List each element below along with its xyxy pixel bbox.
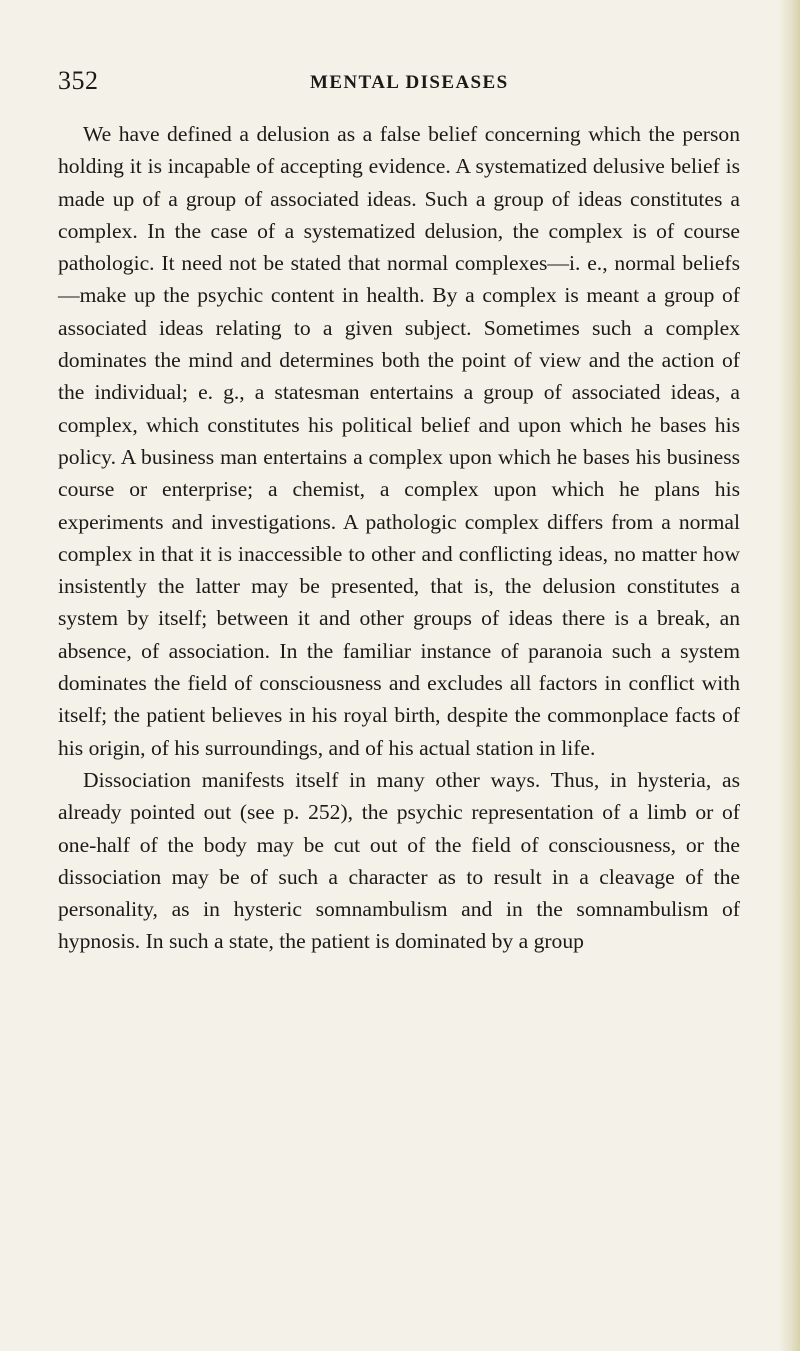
paragraph-2: Dissociation manifests itself in many other ways. Thus, in hysteria, as already pointed out (see p. 252), the psychic representation of a limb or of one-half of the body may be cut out of the field of consciousness, or the dissociation may be of such a character as to result in a cleavage of the personality, as in hysteric somnambulism and in the somnambulism of hypnosis. In such a state, the patient is dominated by a group <box>58 767 740 954</box>
running-title: MENTAL DISEASES <box>310 72 509 93</box>
paragraph-1: We have defined a delusion as a false belief concerning which the person holding it is incapable of accepting evidence. A systematized delusive belief is made up of a group of associated ideas. Such a group of ideas constitutes a complex. In the case of a systematized delusion, the complex is of course pathologic. It need not be stated that normal complexes—i. e., normal beliefs—make up the psychic content in health. By a complex is meant a group of associated ideas relating to a given subject. Sometimes such a complex dominates the mind and determines both the point of view and the action of the individual; e. g., a statesman entertains a group of associated ideas, a complex, which constitutes his political belief and upon which he bases his policy. A business man entertains a complex upon which he bases his business course or enterprise; a chemist, a complex upon which he plans his experiments and investigations. A pathologic complex differs from a normal complex in that it is inaccessible to other and conflicting ideas, no matter how insistently the latter may be presented, that is, the delusion constitutes a system by itself; between it and other groups of ideas there is a break, an absence, of association. In the familiar instance of paranoia such a system dominates the field of consciousness and excludes all factors in conflict with itself; the patient believes in his royal birth, despite the commonplace facts of his origin, of his surroundings, and of his actual station in life. <box>58 122 740 760</box>
page-number: 352 <box>58 66 99 95</box>
body-text <box>58 118 740 958</box>
page-edge-shadow <box>778 0 800 1351</box>
page-header <box>58 66 758 106</box>
